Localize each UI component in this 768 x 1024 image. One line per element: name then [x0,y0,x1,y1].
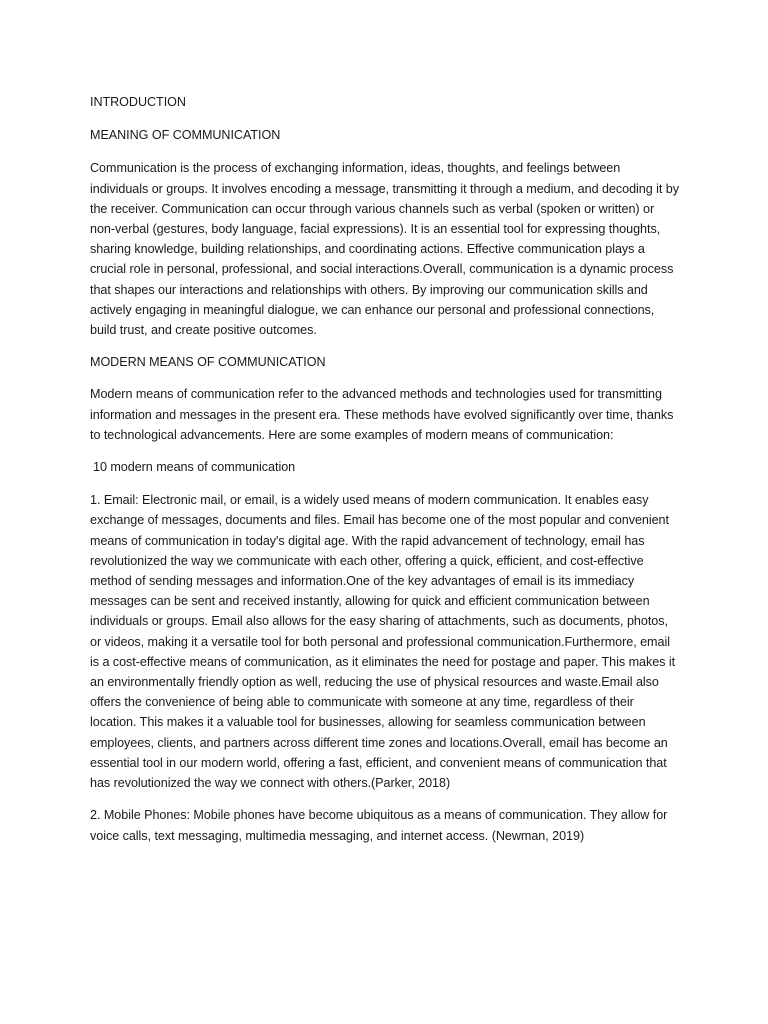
list-item-email: 1. Email: Electronic mail, or email, is a widely used means of modern communication. It enables easy exchange of messages, documents and files. Email has become one of the most popular and convenient means of communication in today's digital age. With the rapid advancement of technology, email has revolutionized the way we communicate with each other, offering a quick, efficient, and cost-effective method of sending messages and information.One of the key advantages of email is its immediacy messages can be sent and received instantly, allowing for quick and efficient communication between individuals or groups. Email also allows for the easy sharing of attachments, such as documents, photos, or videos, making it a versatile tool for both personal and professional communication.Furthermore, email is a cost-effective means of communication, as it eliminates the need for postage and paper. This makes it an environmentally friendly option as well, reducing the use of physical resources and waste.Email also offers the convenience of being able to communicate with someone at any time, regardless of their location. This makes it a valuable tool for businesses, allowing for seamless communication between employees, clients, and partners across different time zones and locations.Overall, email has become an essential tool in our modern world, offering a fast, efficient, and convenient means of communication that has revolutionized the way we connect with others.(Parker, 2018) [90,493,676,791]
heading-modern-means: MODERN MEANS OF COMMUNICATION [90,355,326,370]
paragraph-meaning: Communication is the process of exchanging information, ideas, thoughts, and feelings between individuals or groups. It involves encoding a message, transmitting it through a medium, and decoding it by the receiver. Communication can occur through various channels such as verbal (spoken or written) or non-verbal (gestures, body language, facial expressions). It is an essential tool for expressing thoughts, sharing knowledge, building relationships, and coordinating actions. Effective communication plays a crucial role in personal, professional, and social interactions.Overall, communication is a dynamic process that shapes our interactions and relationships with others. By improving our communication skills and actively engaging in meaningful dialogue, we can enhance our personal and professional connections, build trust, and create positive outcomes. [90,161,679,338]
list-item-mobile-phones: 2. Mobile Phones: Mobile phones have become ubiquitous as a means of communication. They allow for voice calls, text messaging, multimedia messaging, and internet access. (Newman, 2019) [90,808,668,843]
heading-introduction: INTRODUCTION [90,95,186,109]
heading-meaning-of-communication: MEANING OF COMMUNICATION [90,128,281,143]
list-intro: 10 modern means of communication [93,460,296,475]
paragraph-modern-means: Modern means of communication refer to the advanced methods and technologies used for transmitting information and messages in the present era. These methods have evolved significantly over time, thanks to technological advancements. Here are some examples of modern means of communication: [90,387,674,442]
